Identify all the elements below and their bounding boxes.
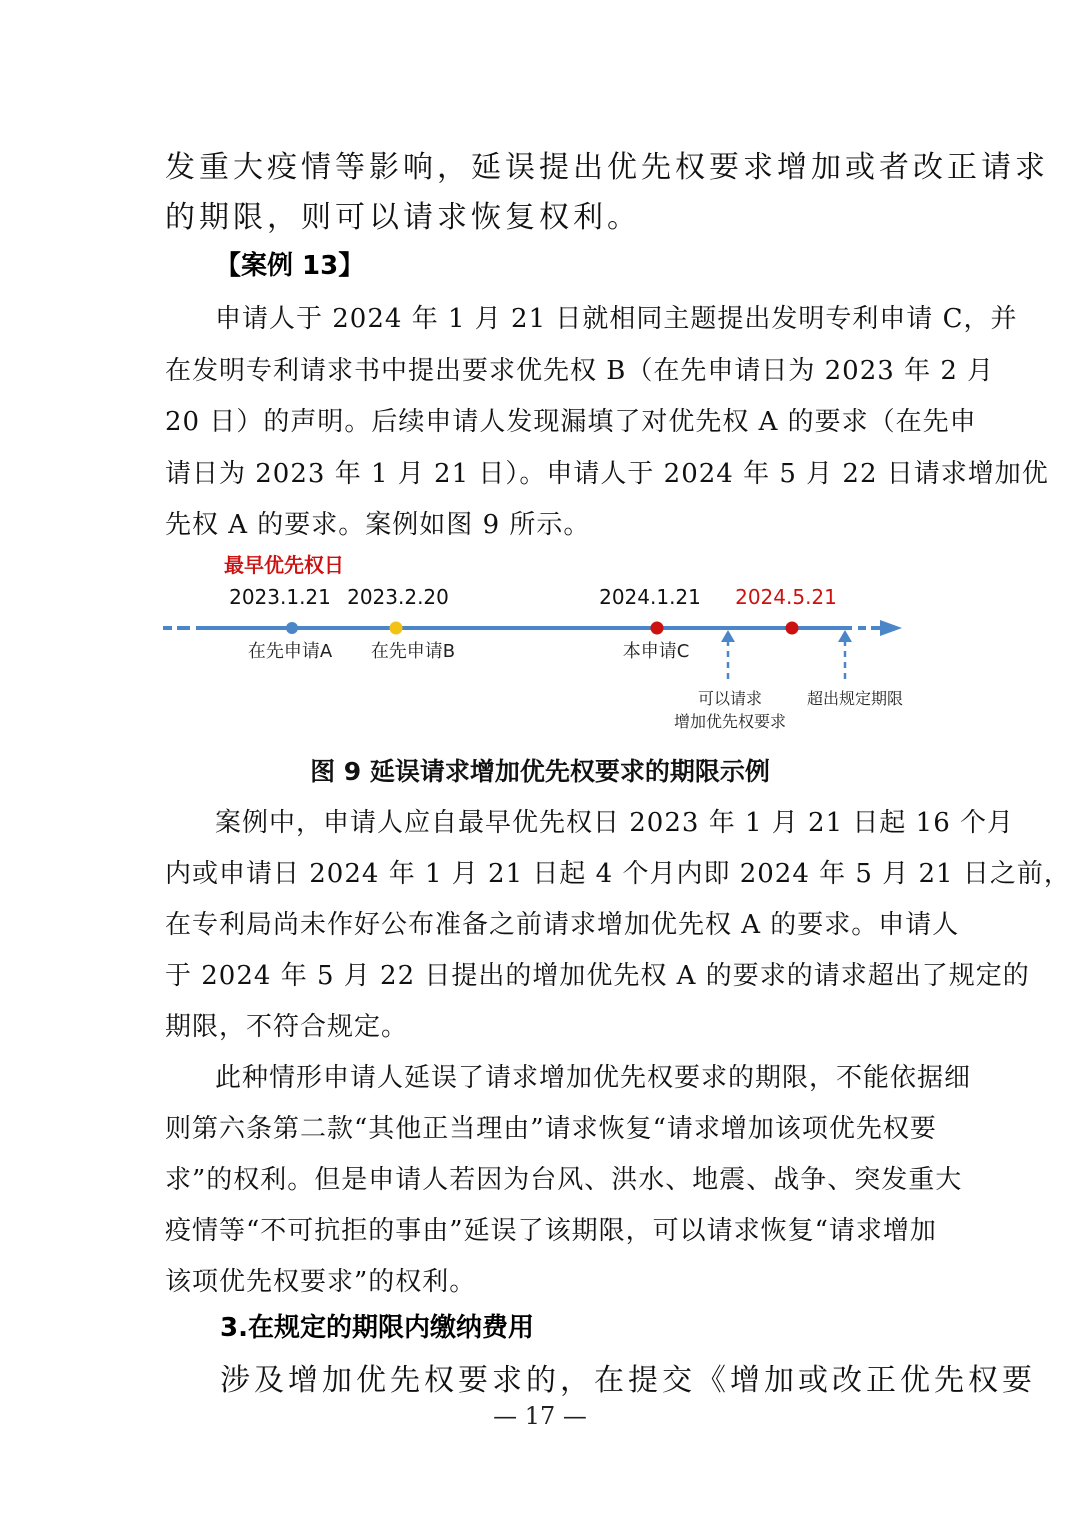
arrow-deadline-head	[838, 630, 852, 642]
figure-caption: 图 9 延误请求增加优先权要求的期限示例	[310, 757, 770, 786]
annotation-deadline: 超出规定期限	[806, 689, 904, 708]
intro-line-2: 的期限，则可以请求恢复权利。	[165, 200, 641, 235]
conclusion-line-3: 求”的权利。但是申请人若因为台风、洪水、地震、战争、突发重大	[165, 1165, 963, 1195]
section-heading: 3.在规定的期限内缴纳费用	[220, 1313, 534, 1343]
intro-line-1: 发重大疫情等影响，延误提出优先权要求增加或者改正请求	[165, 150, 1049, 185]
analysis-line-5: 期限，不符合规定。	[165, 1012, 409, 1042]
annotation-request-line1: 可以请求	[697, 689, 763, 708]
node-label-c: 本申请C	[622, 641, 690, 662]
analysis-line-1: 案例中，申请人应自最早优先权日 2023 年 1 月 21 日起 16 个月	[215, 808, 1014, 838]
date-2024-1-21: 2024.1.21	[599, 585, 701, 609]
date-2024-5-21: 2024.5.21	[735, 585, 837, 609]
timeline-arrowhead	[880, 620, 902, 636]
dot-deadline	[786, 622, 799, 635]
node-label-a: 在先申请A	[247, 641, 333, 662]
case-line-1: 申请人于 2024 年 1 月 21 日就相同主题提出发明专利申请 C，并	[215, 304, 1018, 334]
case-line-4: 请日为 2023 年 1 月 21 日）。申请人于 2024 年 5 月 22 日请求增加优	[165, 459, 1049, 489]
node-label-b: 在先申请B	[370, 641, 456, 662]
case-line-2: 在发明专利请求书中提出要求优先权 B（在先申请日为 2023 年 2 月	[165, 356, 995, 386]
dot-application-a	[286, 622, 298, 634]
case-line-3: 20 日）的声明。后续申请人发现漏填了对优先权 A 的要求（在先申	[165, 407, 977, 437]
date-2023-2-20: 2023.2.20	[347, 585, 449, 609]
case-line-5: 先权 A 的要求。案例如图 9 所示。	[165, 510, 591, 540]
final-line: 涉及增加优先权要求的，在提交《增加或改正优先权要	[220, 1363, 1036, 1398]
conclusion-line-5: 该项优先权要求”的权利。	[165, 1267, 477, 1297]
analysis-line-3: 在专利局尚未作好公布准备之前请求增加优先权 A 的要求。申请人	[165, 910, 960, 940]
date-2023-1-21: 2023.1.21	[229, 585, 331, 609]
dot-application-c	[651, 622, 664, 635]
analysis-line-2: 内或申请日 2024 年 1 月 21 日起 4 个月内即 2024 年 5 月 21 日之前，	[165, 859, 1071, 889]
annotation-request-line2: 增加优先权要求	[673, 712, 787, 731]
earliest-priority-label: 最早优先权日	[224, 553, 344, 577]
arrow-request-head	[721, 630, 735, 642]
conclusion-line-2: 则第六条第二款“其他正当理由”请求恢复“请求增加该项优先权要	[165, 1114, 937, 1144]
conclusion-line-4: 疫情等“不可抗拒的事由”延误了该期限，可以请求恢复“请求增加	[165, 1216, 937, 1246]
dot-application-b	[390, 622, 403, 635]
timeline-figure	[0, 540, 1080, 740]
case-heading: 【案例 13】	[215, 251, 365, 281]
page-number: — 17 —	[493, 1402, 587, 1430]
analysis-line-4: 于 2024 年 5 月 22 日提出的增加优先权 A 的要求的请求超出了规定的	[165, 961, 1030, 991]
conclusion-line-1: 此种情形申请人延误了请求增加优先权要求的期限，不能依据细	[215, 1063, 972, 1093]
